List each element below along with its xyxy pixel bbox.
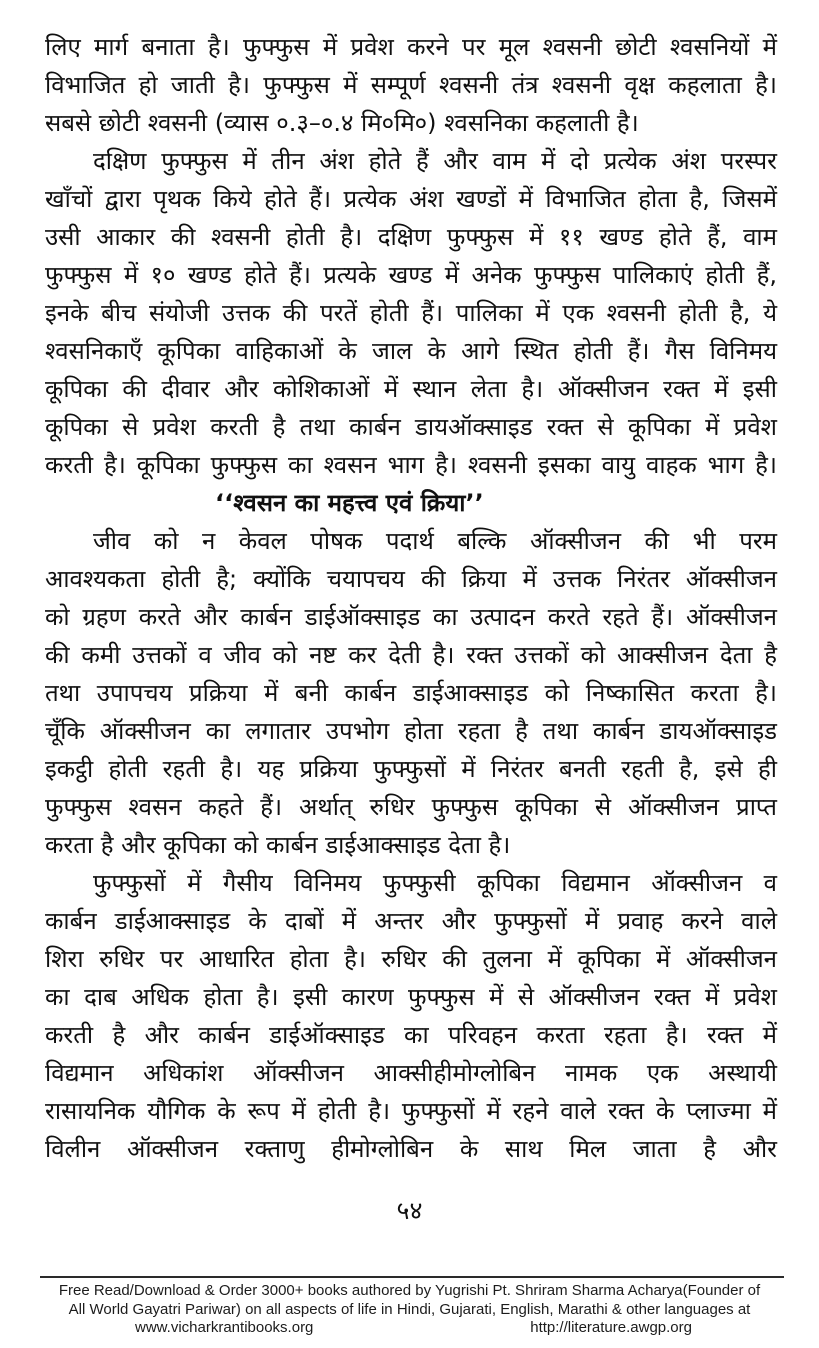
text-line: करता है और कूपिका को कार्बन डाईआक्साइड देता है। <box>45 831 511 859</box>
text-line: दक्षिण फुफ्फुस में तीन अंश होते हैं और वाम में दो प्रत्येक अंश परस्पर <box>93 147 777 175</box>
text-line: सबसे छोटी श्वसनी (व्यास ०.३–०.४ मि०मि०) श्वसनिका कहलाती है। <box>45 109 639 137</box>
text-line: आवश्यकता होती है; क्योंकि चयापचय की क्रिया में उत्तक निरंतर ऑक्सीजन <box>45 565 777 593</box>
text-line: लिए मार्ग बनाता है। फुफ्फुस में प्रवेश करने पर मूल श्वसनी छोटी श्वसनियों में <box>45 33 777 61</box>
text-line: फुफ्फुस में १० खण्ड होते हैं। प्रत्यके खण्ड में अनेक फुफ्फुस पालिकाएं होती हैं, <box>45 261 777 289</box>
text-line: को ग्रहण करते और कार्बन डाईऑक्साइड का उत्पादन करते रहते हैं। ऑक्सीजन <box>45 603 777 631</box>
footer <box>0 1276 819 1338</box>
text-line: की कमी उत्तकों व जीव को नष्ट कर देती है। रक्त उत्तकों को आक्सीजन देता है <box>45 641 777 669</box>
text-line: जीव को न केवल पोषक पदार्थ बल्कि ऑक्सीजन की भी परम <box>93 527 777 555</box>
footer-line-1: Free Read/Download & Order 3000+ books authored by Yugrishi Pt. Shriram Sharma Acharya(Founder of <box>58 1282 761 1299</box>
text-line: तथा उपापचय प्रक्रिया में बनी कार्बन डाईआक्साइड को निष्कासित करता है। <box>45 679 777 707</box>
text-line: का दाब अधिक होता है। इसी कारण फुफ्फुस में से ऑक्सीजन रक्त में प्रवेश <box>45 983 777 1011</box>
text-line: इकट्ठी होती रहती है। यह प्रक्रिया फुफ्फुसों में निरंतर बनती रहती है, इसे ही <box>45 755 777 783</box>
text-line: विलीन ऑक्सीजन रक्ताणु हीमोग्लोबिन के साथ मिल जाता है और <box>45 1135 777 1163</box>
text-line: शिरा रुधिर पर आधारित होता है। रुधिर की तुलना में कूपिका में ऑक्सीजन <box>45 945 777 973</box>
text-line: कूपिका से प्रवेश करती है तथा कार्बन डायऑक्साइड रक्त से कूपिका में प्रवेश <box>45 413 777 441</box>
text-block <box>45 28 777 1168</box>
text-line: करती है। कूपिका फुफ्फुस का श्वसन भाग है। श्वसनी इसका वायु वाहक भाग है। <box>45 451 777 479</box>
text-line: करती है और कार्बन डाईऑक्साइड का परिवहन करता रहता है। रक्त में <box>45 1021 777 1049</box>
footer-rule <box>40 1276 784 1278</box>
text-line: कार्बन डाईआक्साइड के दाबों में अन्तर और फुफ्फुसों में प्रवाह करने वाले <box>45 907 777 935</box>
text-line: इनके बीच संयोजी उत्तक की परतें होती हैं। पालिका में एक श्वसनी होती है, ये <box>45 299 777 327</box>
section-heading: ‘‘श्वसन का महत्त्व एवं क्रिया’’ <box>215 489 484 517</box>
text-line: श्वसनिकाएँ कूपिका वाहिकाओं के जाल के आगे स्थित होती हैं। गैस विनिमय <box>45 337 777 365</box>
text-line: कूपिका की दीवार और कोशिकाओं में स्थान लेता है। ऑक्सीजन रक्त में इसी <box>45 375 777 403</box>
text-line: खाँचों द्वारा पृथक किये होते हैं। प्रत्येक अंश खण्डों में विभाजित होता है, जिसमें <box>45 185 777 213</box>
text-line: विभाजित हो जाती है। फुफ्फुस में सम्पूर्ण श्वसनी तंत्र श्वसनी वृक्ष कहलाता है। <box>45 71 777 99</box>
footer-line-2: All World Gayatri Pariwar) on all aspects of life in Hindi, Gujarati, English, Marathi & other languages at <box>68 1300 751 1318</box>
footer-url-right: http://literature.awgp.org <box>530 1319 692 1336</box>
text-line: उसी आकार की श्वसनी होती है। दक्षिण फुफ्फुस में ११ खण्ड होते हैं, वाम <box>45 223 777 251</box>
text-line: फुफ्फुस श्वसन कहते हैं। अर्थात् रुधिर फुफ्फुस कूपिका से ऑक्सीजन प्राप्त <box>45 793 777 821</box>
page-number: ५४ <box>396 1196 423 1225</box>
text-line: फुफ्फुसों में गैसीय विनिमय फुफ्फुसी कूपिका विद्यमान ऑक्सीजन व <box>93 869 777 897</box>
text-line: विद्यमान अधिकांश ऑक्सीजन आक्सीहीमोग्लोबिन नामक एक अस्थायी <box>45 1059 777 1087</box>
footer-urls <box>40 1319 784 1338</box>
footer-url-left: www.vicharkrantibooks.org <box>135 1319 314 1336</box>
text-line: चूँकि ऑक्सीजन का लगातार उपभोग होता रहता है तथा कार्बन डायऑक्साइड <box>45 717 777 745</box>
text-line: रासायनिक यौगिक के रूप में होती है। फुफ्फुसों में रहने वाले रक्त के प्लाज्मा में <box>45 1097 777 1125</box>
